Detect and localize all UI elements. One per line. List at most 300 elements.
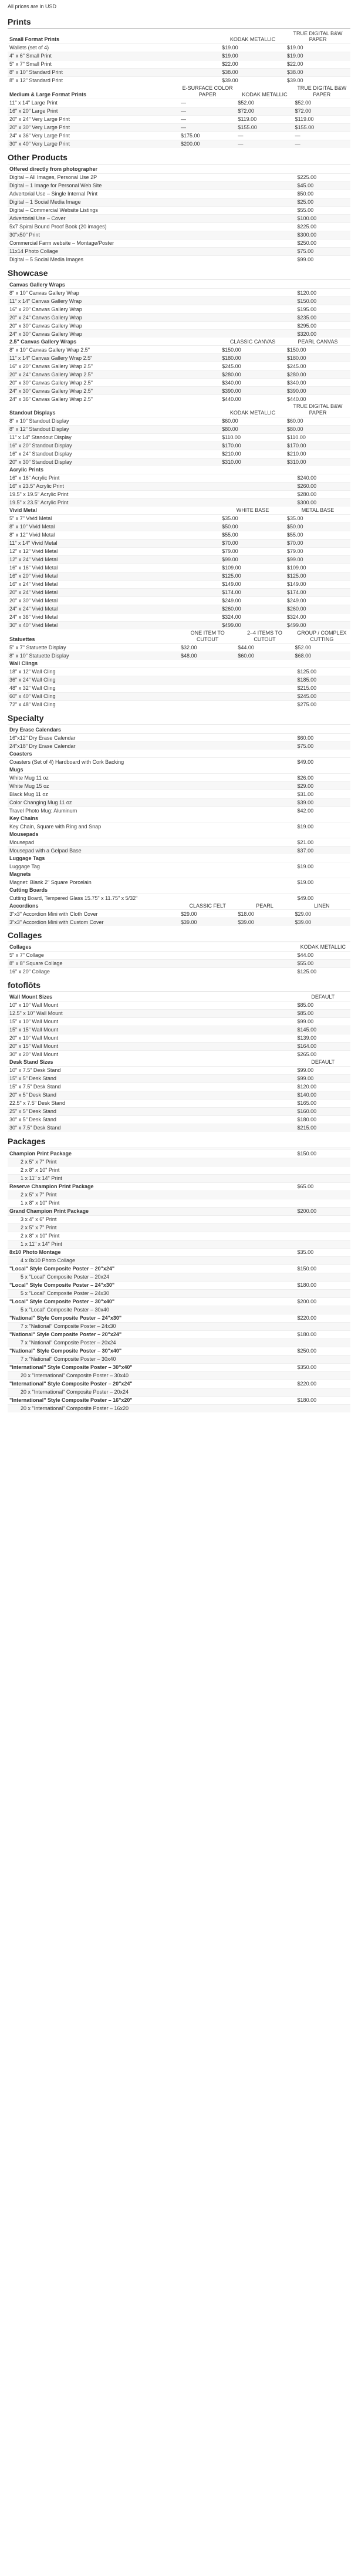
product-name: Digital – 1 Social Media Image [8,198,296,206]
product-name: 5" x 7" Small Print [8,60,220,69]
price-cell: $160.00 [296,1107,350,1115]
product-name: 30" x 5" Desk Stand [8,1115,296,1124]
price-cell: $19.00 [296,822,350,831]
table-row [8,1281,350,1289]
product-name: 8" x 8" Square Collage [8,960,296,968]
table-row [8,790,350,798]
column-header-empty [296,830,350,838]
section-title: fotoflōts [8,980,350,992]
table-body [8,838,350,855]
table-row [8,498,350,507]
price-cell: $245.00 [285,362,350,370]
column-header: CLASSIC CANVAS [229,338,276,345]
price-cell: $225.00 [296,222,350,231]
price-cell: $170.00 [220,441,285,450]
price-cell: $280.00 [220,370,285,379]
table-row [8,1297,350,1306]
product-name: 16" x 20" Canvas Gallery Wrap [8,305,296,313]
price-cell: $25.00 [296,198,350,206]
price-cell: $310.00 [220,458,285,466]
product-name: 24"x18" Dry Erase Calendar [8,742,296,750]
price-cell: $35.00 [220,514,285,522]
product-name: 16" x 23.5" Acrylic Print [8,482,296,490]
table-row [8,514,350,522]
price-cell: $499.00 [220,621,285,629]
column-header-empty [296,870,350,878]
table-row [8,77,350,85]
price-cell: $249.00 [285,596,350,605]
price-cell: $180.00 [220,354,285,362]
column-header-empty [296,726,350,734]
price-cell: $99.00 [296,1017,350,1026]
price-cell: $170.00 [285,441,350,450]
table-head [8,902,350,910]
price-table [8,766,350,814]
table-header-row [8,902,350,910]
column-header: DEFAULT [311,994,335,1000]
table-row [8,742,350,750]
price-cell: $55.00 [220,531,285,539]
price-cell: $38.00 [220,69,285,77]
product-name: 20" x 24" Canvas Gallery Wrap [8,313,296,322]
product-name: 24" x 36" Very Large Print [8,132,179,140]
price-cell: $72.00 [236,107,293,115]
price-cell: $50.00 [296,190,350,198]
price-cell [296,1158,350,1166]
table-head [8,814,350,822]
price-cell: $60.00 [296,734,350,742]
price-cell: $48.00 [179,652,236,660]
column-header: GROUP / COMPLEX CUTTING [297,629,347,642]
price-table [8,30,350,85]
column-header: KODAK METALLIC [242,91,288,97]
product-name: 7 x "National" Composite Poster – 24x30 [8,1322,296,1330]
price-cell: $35.00 [285,514,350,522]
table-row [8,822,350,831]
price-cell: $50.00 [285,522,350,531]
product-name: 7 x "National" Composite Poster – 30x40 [8,1355,296,1363]
price-cell: $119.00 [293,115,350,123]
table-row [8,214,350,222]
product-name: Magnet: Blank 2" Square Porcelain [8,878,296,886]
price-table [8,1149,350,1412]
table-header-row [8,870,350,878]
table-row [8,758,350,766]
table-row [8,1215,350,1223]
product-name: "International" Style Composite Poster – 16"x20" [8,1396,296,1404]
product-name: White Mug 11 oz [8,774,296,782]
table-header-row [8,1058,350,1067]
price-cell [296,1371,350,1380]
table-body [8,474,350,507]
table-body [8,734,350,750]
table-row [8,1388,350,1396]
group-title: 2.5" Canvas Gallery Wraps [9,338,77,345]
column-header-empty [296,166,350,174]
table-row [8,417,350,425]
product-name: 16" x 20" Large Print [8,107,179,115]
table-row [8,564,350,572]
price-cell: $32.00 [179,643,236,652]
table-row [8,910,350,918]
table-row [8,572,350,580]
product-name: 8" x 10" Canvas Gallery Wrap 2.5" [8,346,220,354]
table-head [8,507,350,515]
table-row [8,838,350,847]
product-name: 22.5" x 7.5" Desk Stand [8,1099,296,1107]
column-header-empty [296,281,350,289]
table-row [8,918,350,926]
price-cell [296,1240,350,1248]
table-row [8,222,350,231]
product-name: 8" x 12" Standout Display [8,425,220,433]
table-header-row [8,993,350,1002]
product-name: 36" x 24" Wall Cling [8,676,296,684]
table-row [8,968,350,976]
price-cell: $55.00 [296,960,350,968]
price-cell [296,1199,350,1207]
product-name: 20" x 30" Canvas Gallery Wrap 2.5" [8,379,220,387]
group-title: Medium & Large Format Prints [9,91,87,97]
section-title: Showcase [8,268,350,280]
price-cell [296,1306,350,1314]
table-row [8,239,350,247]
group-title: Canvas Gallery Wraps [9,281,65,288]
price-cell: $125.00 [285,572,350,580]
table-header-row [8,629,350,643]
price-cell: $210.00 [220,450,285,458]
product-name: 3"x3" Accordion Mini with Custom Cover [8,918,179,926]
price-cell: $60.00 [236,652,293,660]
price-cell: $72.00 [293,107,350,115]
table-header-row [8,507,350,515]
price-cell: $29.00 [179,910,236,918]
column-header-empty [296,814,350,822]
table-row [8,44,350,52]
price-table [8,1058,350,1132]
table-head [8,766,350,774]
table-row [8,1289,350,1297]
table-row [8,425,350,433]
group-title: Coasters [9,750,32,757]
table-row [8,354,350,362]
price-cell: $145.00 [296,1026,350,1034]
group-title: Luggage Tags [9,855,45,861]
price-cell: $85.00 [296,1001,350,1009]
table-row [8,379,350,387]
product-name: 20 x "International" Composite Poster – 16x20 [8,1404,296,1412]
product-name: 16" x 24" Vivid Metal [8,580,220,588]
price-cell: $390.00 [220,387,285,395]
price-cell: $52.00 [293,99,350,107]
table-row [8,1314,350,1322]
price-cell: $39.00 [293,918,350,926]
price-table [8,629,350,660]
product-name: 20" x 5" Desk Stand [8,1091,296,1099]
table-row [8,1306,350,1314]
table-body [8,514,350,629]
table-row [8,1207,350,1215]
price-cell: $180.00 [296,1396,350,1404]
price-cell: $39.00 [236,918,293,926]
table-head [8,870,350,878]
table-row [8,734,350,742]
price-cell: — [179,123,236,132]
price-cell [296,1322,350,1330]
column-header: METAL BASE [301,507,335,514]
price-cell: $310.00 [285,458,350,466]
table-header-row [8,830,350,838]
table-row [8,1199,350,1207]
table-row [8,305,350,313]
price-cell: $120.00 [296,289,350,297]
price-cell [296,1166,350,1174]
table-row [8,1074,350,1083]
table-body [8,346,350,403]
table-header-row [8,338,350,346]
price-cell: $225.00 [296,173,350,181]
product-name: 3"x3" Accordion Mini with Cloth Cover [8,910,179,918]
product-name: 8" x 10" Vivid Metal [8,522,220,531]
table-row [8,132,350,140]
table-row [8,539,350,547]
group-title: Mugs [9,766,23,773]
product-name: Wallets (set of 4) [8,44,220,52]
product-name: 20" x 15" Wall Mount [8,1042,296,1050]
table-head [8,85,350,99]
product-name: 1 x 11" x 14" Print [8,1174,296,1182]
price-sections [8,17,350,1412]
table-head [8,886,350,894]
table-row [8,1232,350,1240]
table-row [8,313,350,322]
price-cell: $22.00 [285,60,350,69]
price-cell: $164.00 [296,1042,350,1050]
table-head [8,830,350,838]
product-name: Color Changing Mug 11 oz [8,798,296,807]
table-body [8,44,350,85]
price-cell: $19.00 [296,862,350,871]
table-row [8,474,350,482]
price-cell: $245.00 [296,692,350,700]
product-name: 19.5" x 23.5" Acrylic Print [8,498,296,507]
product-name: 1 x 8" x 10" Print [8,1199,296,1207]
price-cell: $19.00 [285,44,350,52]
price-table [8,166,350,264]
price-table [8,338,350,403]
table-row [8,107,350,115]
price-cell: $109.00 [220,564,285,572]
product-name: 20" x 24" Very Large Print [8,115,179,123]
group-title: Mousepads [9,831,39,837]
product-name: 72" x 48" Wall Cling [8,700,296,709]
product-name: 19.5" x 19.5" Acrylic Print [8,490,296,498]
product-name: 24" x 30" Canvas Gallery Wrap 2.5" [8,387,220,395]
product-name: 8" x 10" Canvas Gallery Wrap [8,289,296,297]
table-head [8,854,350,862]
product-name: 18" x 12" Wall Cling [8,667,296,676]
group-title: Acrylic Prints [9,467,44,473]
price-cell: $155.00 [236,123,293,132]
product-name: 11" x 14" Large Print [8,99,179,107]
column-header: KODAK METALLIC [229,36,276,43]
table-body [8,774,350,815]
product-name: Mousepad with a Gelpad Base [8,847,296,855]
price-cell: $180.00 [296,1330,350,1338]
table-row [8,297,350,305]
price-cell: $80.00 [285,425,350,433]
table-body [8,289,350,338]
price-cell: $220.00 [296,1314,350,1322]
price-cell: $250.00 [296,1347,350,1355]
price-cell: $275.00 [296,700,350,709]
product-name: 16" x 20" Vivid Metal [8,572,220,580]
product-name: Grand Champion Print Package [8,1207,296,1215]
price-cell: $99.00 [296,255,350,264]
product-name: 20" x 30" Canvas Gallery Wrap [8,322,296,330]
product-name: 10" x 7.5" Desk Stand [8,1066,296,1074]
product-name: 15" x 5" Desk Stand [8,1074,296,1083]
table-body [8,758,350,766]
price-cell: $265.00 [296,1050,350,1058]
table-row [8,652,350,660]
table-row [8,643,350,652]
group-title: Cutting Boards [9,886,48,893]
product-name: 2 x 5" x 7" Print [8,1223,296,1232]
price-cell: $180.00 [285,354,350,362]
price-table [8,726,350,750]
product-name: 1 x 11" x 14" Print [8,1240,296,1248]
price-cell: $139.00 [296,1034,350,1042]
section-title: Other Products [8,153,350,164]
price-table [8,403,350,466]
table-row [8,247,350,255]
table-row [8,522,350,531]
product-name: 12" x 12" Vivid Metal [8,547,220,555]
table-row [8,289,350,297]
price-cell: $119.00 [236,115,293,123]
price-table [8,993,350,1058]
table-row [8,395,350,403]
price-cell: $68.00 [293,652,350,660]
product-name: 16" x 20" Standout Display [8,441,220,450]
price-cell: $165.00 [296,1099,350,1107]
price-table [8,943,350,976]
product-name: "International" Style Composite Poster – 20"x24" [8,1380,296,1388]
price-table [8,830,350,854]
table-row [8,1174,350,1182]
price-table [8,660,350,709]
table-row [8,1099,350,1107]
price-cell: $235.00 [296,313,350,322]
product-name: 16" x 16" Acrylic Print [8,474,296,482]
table-body [8,894,350,902]
price-cell: $200.00 [296,1207,350,1215]
price-cell: $110.00 [285,433,350,441]
price-cell: $50.00 [220,522,285,531]
price-cell: $29.00 [293,910,350,918]
table-head [8,1058,350,1067]
price-cell: — [179,115,236,123]
column-header: LINEN [314,902,330,909]
table-row [8,458,350,466]
product-name: 30" x 7.5" Desk Stand [8,1124,296,1132]
product-name: 60" x 40" Wall Cling [8,692,296,700]
product-name: Digital – 5 Social Media Images [8,255,296,264]
price-cell: $22.00 [220,60,285,69]
table-row [8,588,350,596]
price-cell: $175.00 [179,132,236,140]
price-cell: — [236,140,293,148]
product-name: Digital – All Images, Personal Use 2P [8,173,296,181]
table-body [8,952,350,976]
product-name: Digital – 1 Image for Personal Web Site [8,181,296,190]
table-body [8,862,350,871]
table-row [8,1191,350,1199]
price-table [8,750,350,766]
product-name: 30" x 40" Vivid Metal [8,621,220,629]
price-cell: $250.00 [296,239,350,247]
product-name: 30"x50" Print [8,231,296,239]
product-name: 8x10 Photo Montage [8,1248,296,1256]
table-row [8,684,350,692]
table-row [8,115,350,123]
table-row [8,1182,350,1191]
product-name: 5" x 7" Statuette Display [8,643,179,652]
table-row [8,605,350,613]
table-row [8,782,350,790]
group-title: Wall Mount Sizes [9,994,53,1000]
table-row [8,1265,350,1273]
product-name: 16" x 24" Standout Display [8,450,220,458]
column-header: TRUE DIGITAL B&W PAPER [293,403,343,416]
price-cell: $55.00 [285,531,350,539]
column-header: PEARL CANVAS [298,338,338,345]
product-name: 11" x 14" Vivid Metal [8,539,220,547]
price-cell: $70.00 [285,539,350,547]
price-cell: $38.00 [285,69,350,77]
price-cell: $79.00 [220,547,285,555]
product-name: Champion Print Package [8,1149,296,1158]
price-cell: $150.00 [285,346,350,354]
table-row [8,190,350,198]
product-name: 15" x 7.5" Desk Stand [8,1083,296,1091]
price-cell: $440.00 [220,395,285,403]
table-row [8,1404,350,1412]
price-cell: $45.00 [296,181,350,190]
table-header-row [8,660,350,668]
table-row [8,807,350,815]
table-row [8,547,350,555]
price-cell: — [236,132,293,140]
product-name: Mousepad [8,838,296,847]
product-name: Commercial Farm website – Montage/Poster [8,239,296,247]
table-row [8,441,350,450]
product-name: 30" x 40" Very Large Print [8,140,179,148]
price-cell: $174.00 [220,588,285,596]
table-row [8,1273,350,1281]
table-row [8,613,350,621]
product-name: 8" x 10" Standard Print [8,69,220,77]
price-cell [296,1355,350,1363]
table-row [8,1322,350,1330]
price-table [8,854,350,870]
product-name: 4" x 6" Small Print [8,52,220,60]
column-header: 2–4 ITEMS TO CUTOUT [247,629,282,642]
price-cell: $260.00 [285,605,350,613]
table-head [8,30,350,44]
group-title: Key Chains [9,815,39,821]
